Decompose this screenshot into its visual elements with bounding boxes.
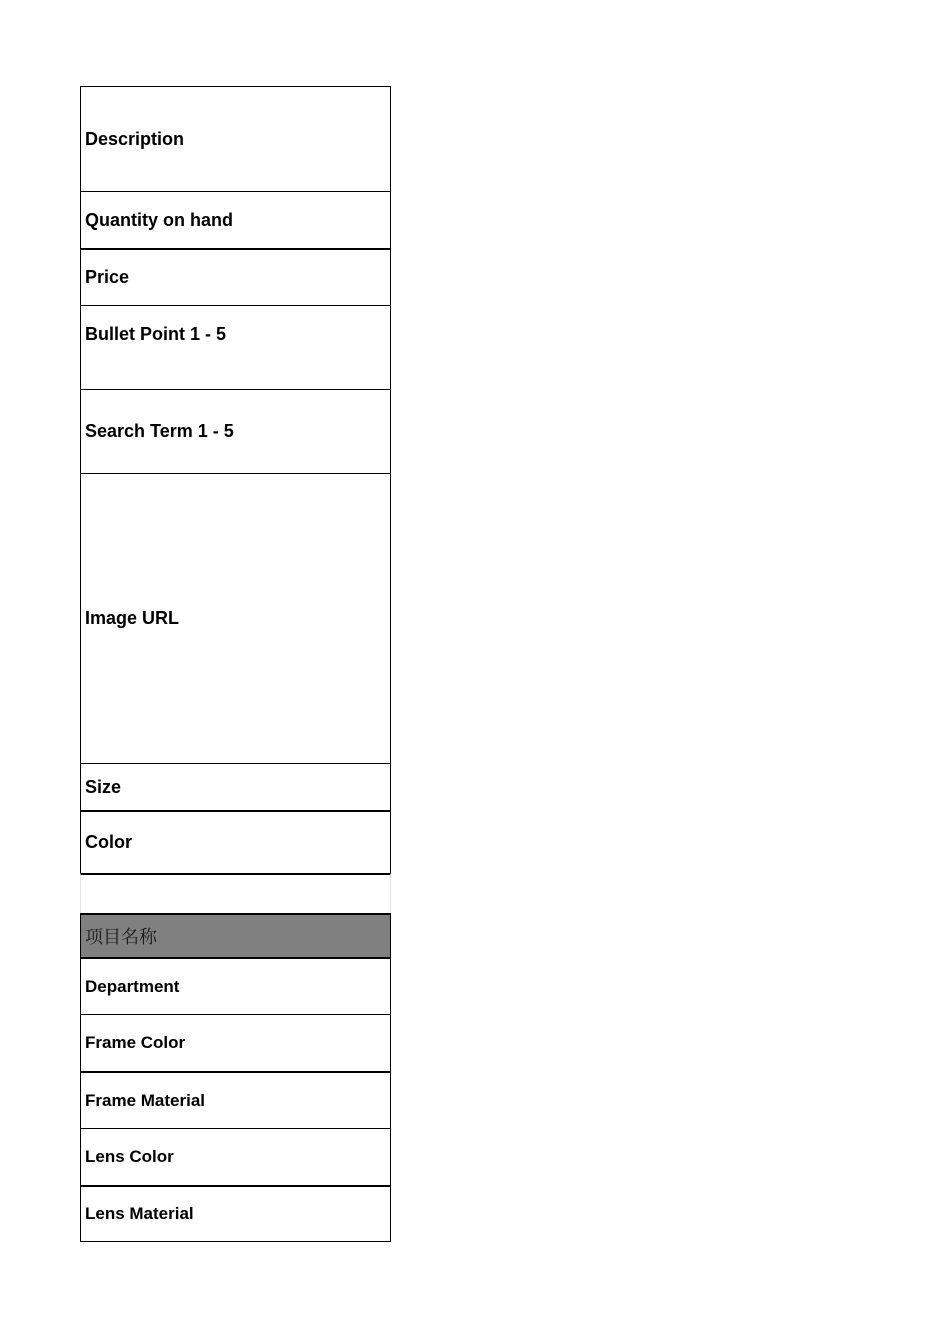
row-label: Quantity on hand bbox=[85, 209, 233, 230]
row-quantity-on-hand[interactable] bbox=[80, 191, 391, 248]
row-image-url[interactable] bbox=[80, 473, 391, 763]
row-label: Bullet Point 1 - 5 bbox=[85, 324, 227, 344]
row-label: Image URL bbox=[85, 608, 180, 628]
blank-row[interactable] bbox=[80, 873, 391, 913]
row-label: Department bbox=[85, 976, 180, 996]
row-label: Frame Material bbox=[85, 1090, 205, 1110]
row-label: Lens Material bbox=[85, 1204, 194, 1223]
spreadsheet-table bbox=[80, 86, 391, 1242]
row-label: Color bbox=[85, 832, 132, 852]
row-frame-material[interactable] bbox=[80, 1071, 391, 1128]
row-label: Size bbox=[85, 776, 122, 797]
row-label: Price bbox=[85, 267, 130, 287]
row-bullet-point[interactable] bbox=[80, 305, 391, 389]
row-color[interactable] bbox=[80, 810, 391, 873]
row-price[interactable] bbox=[80, 248, 391, 305]
row-description[interactable] bbox=[80, 86, 391, 191]
row-label: Lens Color bbox=[85, 1147, 174, 1166]
row-label: Search Term 1 - 5 bbox=[85, 421, 234, 441]
section-header-label: 项目名称 bbox=[85, 927, 157, 948]
row-department[interactable] bbox=[80, 957, 391, 1014]
row-size[interactable] bbox=[80, 763, 391, 810]
row-label: Description bbox=[85, 128, 185, 149]
row-lens-color[interactable] bbox=[80, 1128, 391, 1185]
section-header-row[interactable] bbox=[80, 913, 391, 957]
row-frame-color[interactable] bbox=[80, 1014, 391, 1071]
row-search-term[interactable] bbox=[80, 389, 391, 473]
row-label: Frame Color bbox=[85, 1033, 186, 1052]
row-lens-material[interactable] bbox=[80, 1185, 391, 1242]
